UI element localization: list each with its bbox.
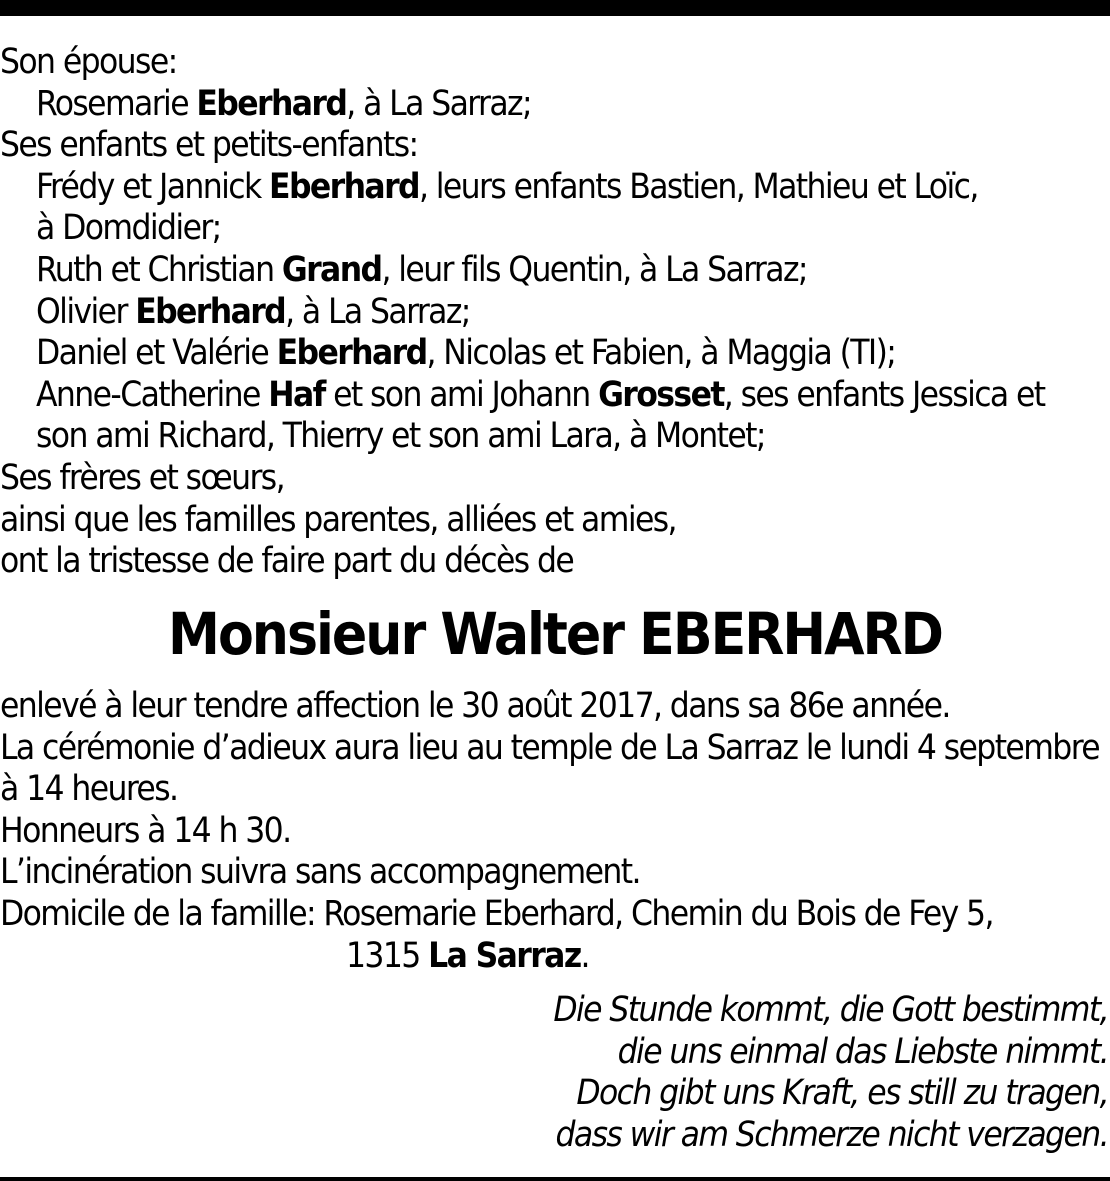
family-entry: Frédy et Jannick Eberhard, leurs enfants Bastien, Mathieu et Loïc, <box>36 166 978 207</box>
family-entry: Daniel et Valérie Eberhard, Nicolas et Fabien, à Maggia (TI); <box>36 333 896 374</box>
poem <box>488 990 1108 1156</box>
family-entry: Anne-Catherine Haf et son ami Johann Grosset, ses enfants Jessica et <box>36 374 1045 415</box>
domicile-line: Domicile de la famille: Rosemarie Eberhard, Chemin du Bois de Fey 5, <box>0 893 993 934</box>
family-list <box>0 42 1110 583</box>
bottom-rule <box>0 1177 1110 1181</box>
children-heading: Ses enfants et petits-enfants: <box>0 125 418 166</box>
surname: Eberhard <box>135 291 286 332</box>
town: La Sarraz <box>428 935 581 976</box>
relatives-line: ainsi que les familles parentes, alliées et amies, <box>0 499 676 540</box>
honours-line: Honneurs à 14 h 30. <box>0 810 291 851</box>
ceremony-time: à 14 heures. <box>0 769 178 810</box>
domicile-address: 1315 La Sarraz. <box>346 935 589 976</box>
surname: Haf <box>268 374 325 415</box>
siblings-line: Ses frères et sœurs, <box>0 457 284 498</box>
ceremony-line: La cérémonie d’adieux aura lieu au temple de La Sarraz le lundi 4 septembre <box>0 727 1100 768</box>
top-rule <box>0 0 1110 16</box>
surname: Grand <box>281 249 382 290</box>
death-line: enlevé à leur tendre affection le 30 août 2017, dans sa 86e année. <box>0 686 950 726</box>
spouse-entry: Rosemarie Eberhard, à La Sarraz; <box>36 83 531 124</box>
family-entry-continued: à Domdidier; <box>36 208 221 249</box>
poem-line: Doch gibt uns Kraft, es still zu tragen, <box>576 1073 1108 1114</box>
surname: Eberhard <box>269 166 419 207</box>
cremation-line: L’incinération suivra sans accompagnement. <box>0 852 640 893</box>
poem-line: Die Stunde kommt, die Gott bestimmt, <box>553 990 1108 1030</box>
spouse-heading: Son épouse: <box>0 42 177 82</box>
surname: Grosset <box>598 374 724 415</box>
surname: Eberhard <box>276 333 427 374</box>
announcement-line: ont la tristesse de faire part du décès de <box>0 541 574 582</box>
family-entry: Olivier Eberhard, à La Sarraz; <box>36 291 470 332</box>
deceased-name: Monsieur Walter EBERHARD <box>168 600 942 668</box>
poem-line: die uns einmal das Liebste nimmt. <box>617 1031 1108 1072</box>
poem-line: dass wir am Schmerze nicht verzagen. <box>555 1114 1108 1155</box>
surname: Eberhard <box>196 83 347 124</box>
details <box>0 686 1110 977</box>
family-entry: Ruth et Christian Grand, leur fils Quentin, à La Sarraz; <box>36 249 807 290</box>
family-entry-continued: son ami Richard, Thierry et son ami Lara, à Montet; <box>36 416 765 457</box>
